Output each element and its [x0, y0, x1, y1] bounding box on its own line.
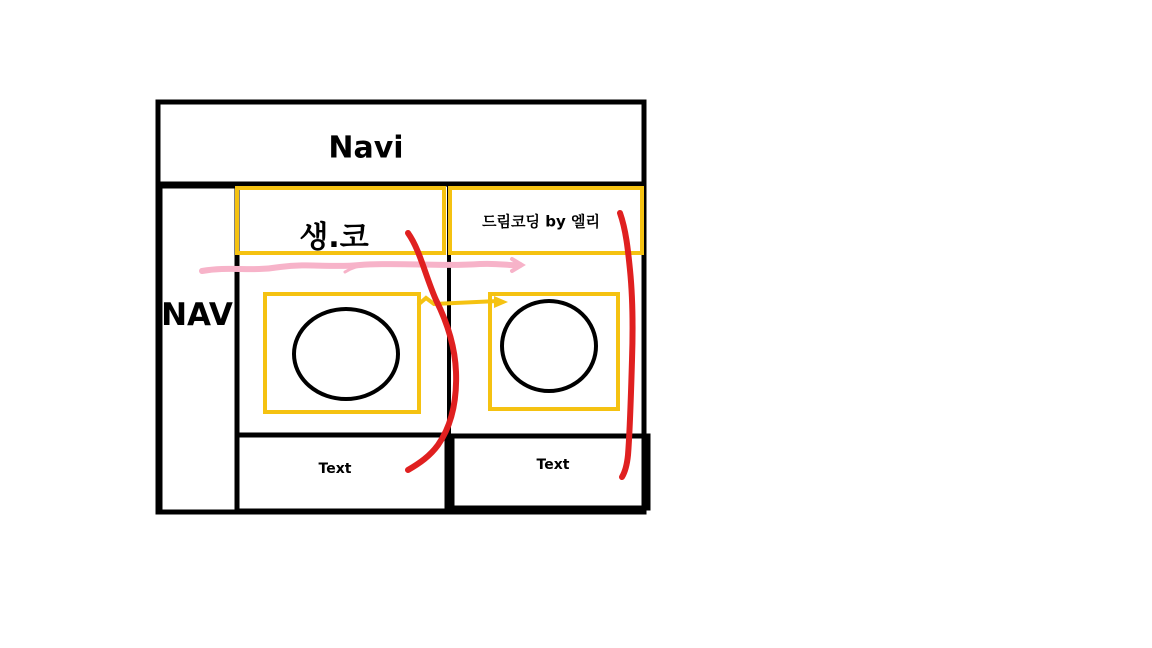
card1-image-circle: [294, 309, 398, 399]
nav-column: [160, 186, 237, 512]
card1-title: 생.코: [299, 220, 369, 255]
nav-label: NAV: [161, 297, 233, 333]
card2-image-circle: [502, 301, 596, 391]
card1-image-box: [265, 294, 419, 412]
image-connector-arrow: [419, 298, 498, 304]
navi-label: Navi: [328, 130, 404, 166]
card2-caption: Text: [536, 457, 570, 473]
card2-title: 드림코딩 by 엘리: [482, 212, 600, 231]
card1-caption: Text: [318, 461, 352, 477]
image-connector-arrowhead: [494, 296, 508, 308]
